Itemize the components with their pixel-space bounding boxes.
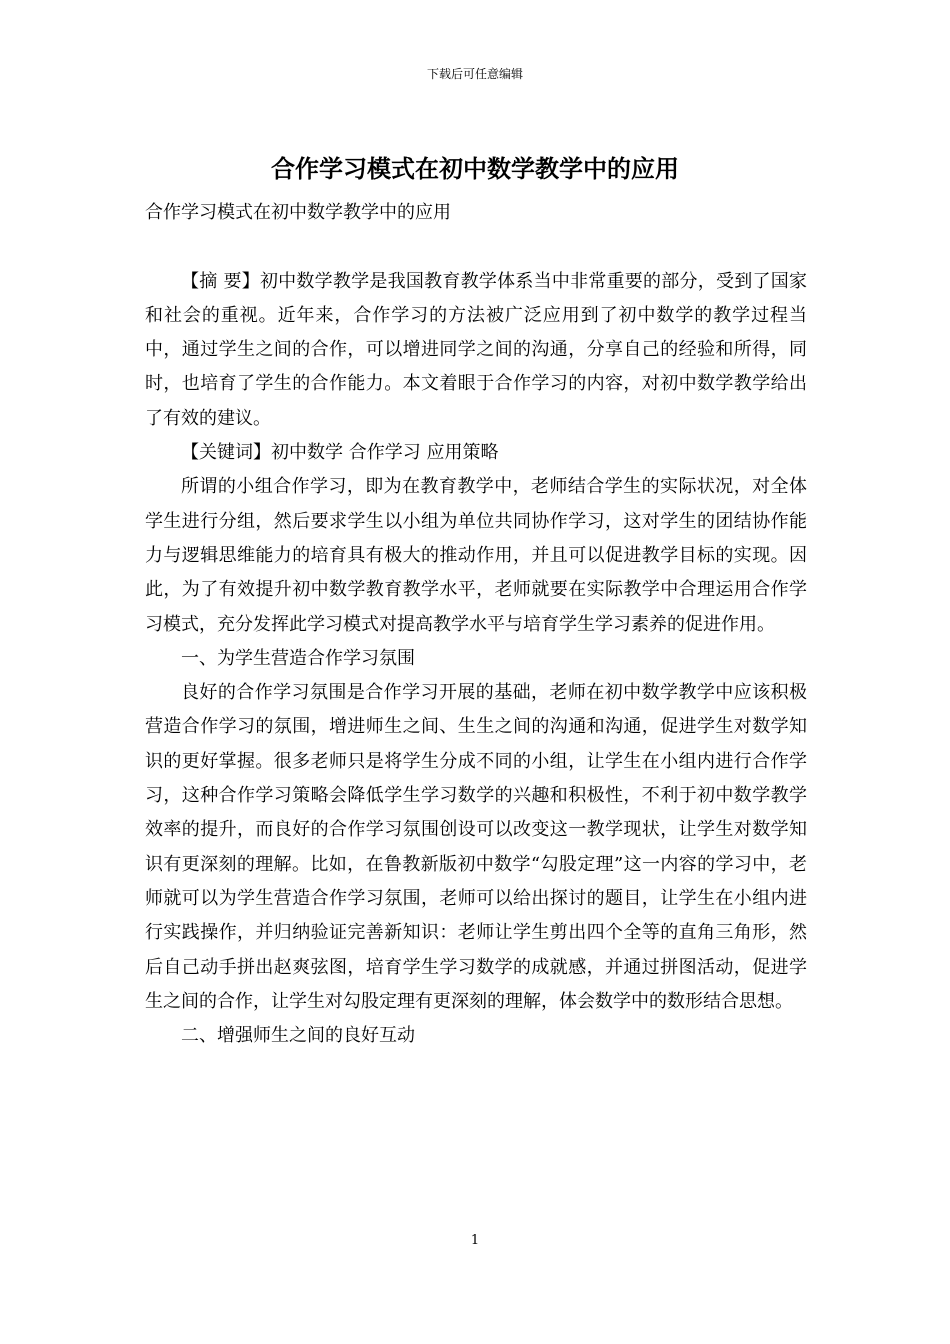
section-1-paragraph: 良好的合作学习氛围是合作学习开展的基础，老师在初中数学教学中应该积极营造合作学习的氛围，增进师生之间、生生之间的沟通和沟通，促进学生对数学知识的更好掌握。很多老师只是将学生分成不同的小组，让学生在小组内进行合作学习，这种合作学习策略会降低学生学习数学的兴趣和积极性，不利于初中数学教学效率的提升，而良好的合作学习氛围创设可以改变这一教学现状，让学生对数学知识有更深刻的理解。比如，在鲁教新版初中数学“勾股定理”这一内容的学习中，老师就可以为学生营造合作学习氛围，老师可以给出探讨的题目，让学生在小组内进行实践操作，并归纳验证完善新知识：老师让学生剪出四个全等的直角三角形，然后自己动手拼出赵爽弦图，培育学生学习数学的成就感，并通过拼图活动，促进学生之间的合作，让学生对勾股定理有更深刻的理解，体会数学中的数形结合思想。 (145, 682, 807, 1012)
page-number: 1 (470, 1233, 480, 1248)
abstract-paragraph: 【摘 要】初中数学教学是我国教育教学体系当中非常重要的部分，受到了国家和社会的重视。近年来，合作学习的方法被广泛应用到了初中数学的教学过程当中，通过学生之间的合作，可以增进同学之间的沟通，分享自己的经验和所得，同时，也培育了学生的合作能力。本文着眼于合作学习的内容，对初中数学教学给出了有效的建议。 (145, 270, 807, 429)
keywords-paragraph: 【关键词】初中数学 合作学习 应用策略 (181, 442, 499, 464)
section-heading-2: 二、增强师生之间的良好互动 (181, 1025, 415, 1047)
document-body (145, 196, 807, 1053)
document-subtitle: 合作学习模式在初中数学教学中的应用 (145, 202, 451, 223)
document-title: 合作学习模式在初中数学教学中的应用 (271, 154, 679, 183)
page-header-note: 下载后可任意编辑 (426, 67, 523, 81)
section-heading-1: 一、为学生营造合作学习氛围 (181, 647, 415, 669)
intro-paragraph: 所谓的小组合作学习，即为在教育教学中，老师结合学生的实际状况，对全体学生进行分组，然后要求学生以小组为单位共同协作学习，这对学生的团结协作能力与逻辑思维能力的培育具有极大的推动作用，并且可以促进教学目标的实现。因此，为了有效提升初中数学教育教学水平，老师就要在实际教学中合理运用合作学习模式，充分发挥此学习模式对提高教学水平与培育学生学习素养的促进作用。 (145, 476, 807, 635)
